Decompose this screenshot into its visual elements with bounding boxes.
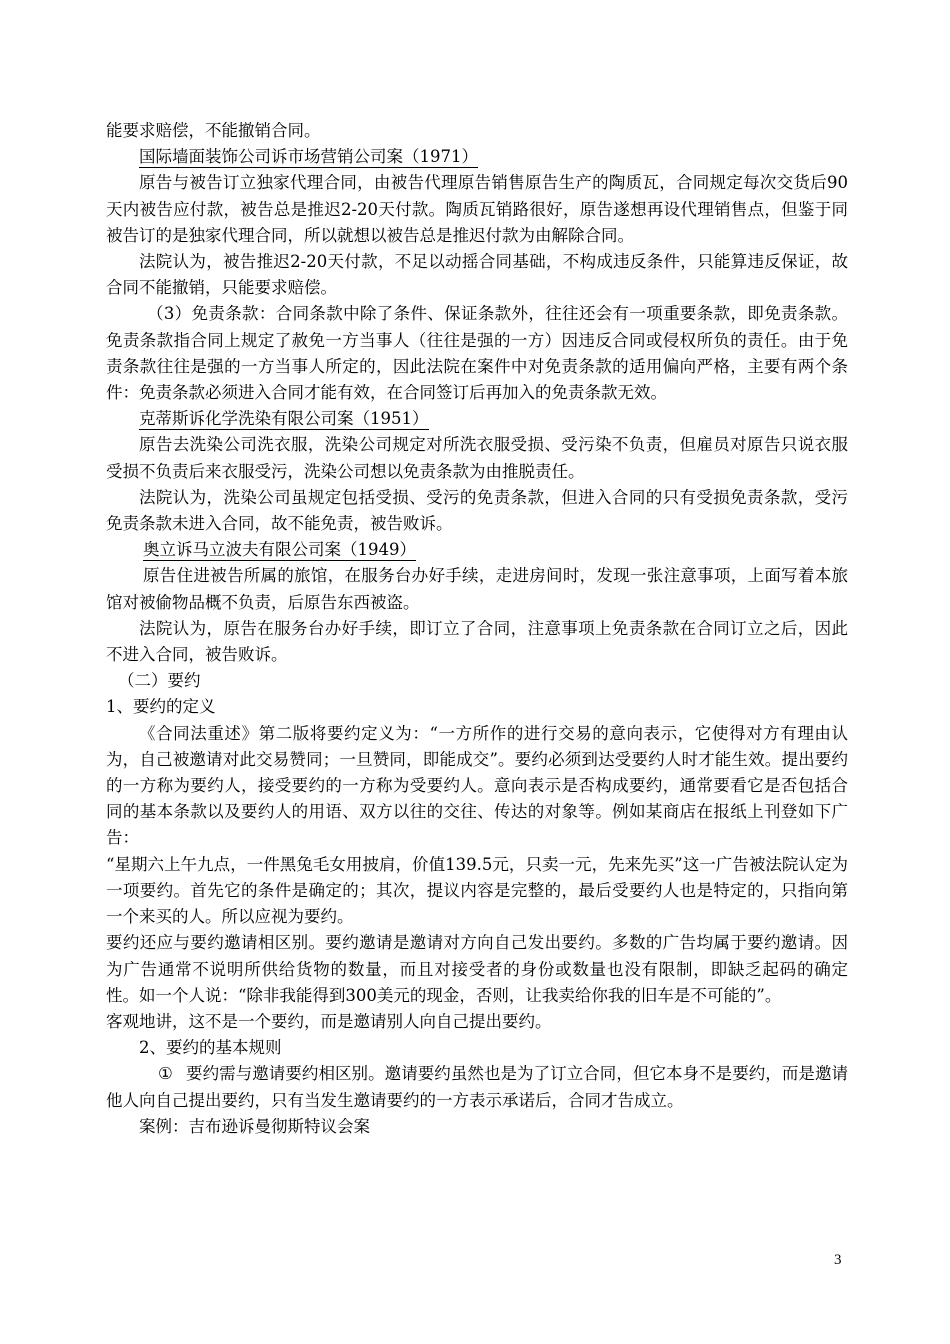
case-ruling: 法院认为，被告推迟2-20天付款，不足以动摇合同基础，不构成违反条件，只能算违反保证，故合同不能撤销，只能要求赔偿。: [106, 252, 848, 298]
subsection-heading: 2、要约的基本规则: [139, 1038, 282, 1058]
case-facts: 原告与被告订立独家代理合同，由被告代理原告销售原告生产的陶质瓦，合同规定每次交货后90天内被告应付款，被告总是推迟2-20天付款。陶质瓦销路很好，原告遂想再设代理销售点，但鉴于同被告订的是独家代理合同，所以就想以被告总是推迟付款为由解除合同。: [106, 173, 848, 245]
rule-paragraph: [106, 1061, 848, 1113]
conclusion-line: 客观地讲，这不是一个要约，而是邀请别人向自己提出要约。: [106, 1011, 552, 1031]
case-reference: 案例：吉布逊诉曼彻斯特议会案: [139, 1116, 370, 1136]
rule-text: 要约需与邀请要约相区别。邀请要约虽然也是为了订立合同，但它本身不是要约，而是邀请他人向自己提出要约，只有当发生邀请要约的一方表示承诺后，合同才告成立。: [106, 1064, 848, 1110]
case-facts: 原告住进被告所属的旅馆，在服务台办好手续，走进房间时，发现一张注意事项，上面写着本旅馆对被偷物品概不负责，后原告东西被盗。: [106, 566, 848, 612]
case-title-1949: 奥立诉马立波夫有限公司案（1949）: [143, 540, 416, 560]
invitation-paragraph: 要约还应与要约邀请相区别。要约邀请是邀请对方向自己发出要约。多数的广告均属于要约邀请。因为广告通常不说明所供给货物的数量，而且对接受者的身份或数量也没有限制，即缺乏起码的确定性。如一个人说：“除非我能得到300美元的现金，否则，让我卖给你我的旧车是不可能的”。: [106, 933, 848, 1005]
case-heading: [106, 144, 848, 170]
subsection-heading: 1、要约的定义: [106, 697, 216, 717]
case-ruling: 法院认为，洗染公司虽规定包括受损、受污的免责条款，但进入合同的只有受损免责条款，受污免责条款未进入合同，故不能免责，被告败诉。: [106, 487, 848, 534]
paragraph-continuation: 能要求赔偿，不能撤销合同。: [106, 121, 321, 140]
advertisement-example: “星期六上午九点，一件黑兔毛女用披肩，价值139.5元，只卖一元，先来先买”这一广告被法院认定为一项要约。首先它的条件是确定的；其次，提议内容是完整的，最后受要约人也是特定的，只指向第一个来买的人。所以应视为要约。: [106, 854, 848, 927]
case-title-1951: 克蒂斯诉化学洗染有限公司案（1951）: [139, 409, 429, 429]
case-heading: [106, 537, 848, 563]
case-ruling: 法院认为，原告在服务台办好手续，即订立了合同，注意事项上免责条款在合同订立之后，因此不进入合同，被告败诉。: [106, 618, 848, 665]
section-heading: （二）要约: [118, 671, 201, 691]
page-number: 3: [834, 1252, 842, 1268]
definition-paragraph: 《合同法重述》第二版将要约定义为：“一方所作的进行交易的意向表示，它使得对方有理由认为，自己被邀请对此交易赞同；一旦赞同，即能成交”。要约必须到达受要约人时才能生效。提出要约的一方称为要约人，接受要约的一方称为受要约人。意向表示是否构成要约，通常要看它是否包括合同的基本条款以及要约人的用语、双方以往的交往、传达的对象等。例如某商店在报纸上刊登如下广告：: [106, 723, 848, 848]
case-title-1971: 国际墙面装饰公司诉市场营销公司案（1971）: [139, 147, 478, 167]
rule-marker: ①: [158, 1064, 173, 1084]
case-facts: 原告去洗染公司洗衣服，洗染公司规定对所洗衣服受损、受污染不负责，但雇员对原告只说衣服受损不负责后来衣服受污，洗染公司想以免责条款为由推脱责任。: [106, 435, 848, 481]
exemption-clause-paragraph: （3）免责条款：合同条款中除了条件、保证条款外，往往还会有一项重要条款，即免责条款。免责条款指合同上规定了赦免一方当事人（往往是强的一方）因违反合同或侵权所负的责任。由于免责条款往往是强的一方当事人所定的，因此法院在案件中对免责条款的适用偏向严格，主要有两个条件：免责条款必须进入合同才能有效，在合同签订后再加入的免责条款无效。: [106, 304, 848, 403]
case-heading: [106, 406, 848, 432]
page-body: [106, 118, 848, 1140]
